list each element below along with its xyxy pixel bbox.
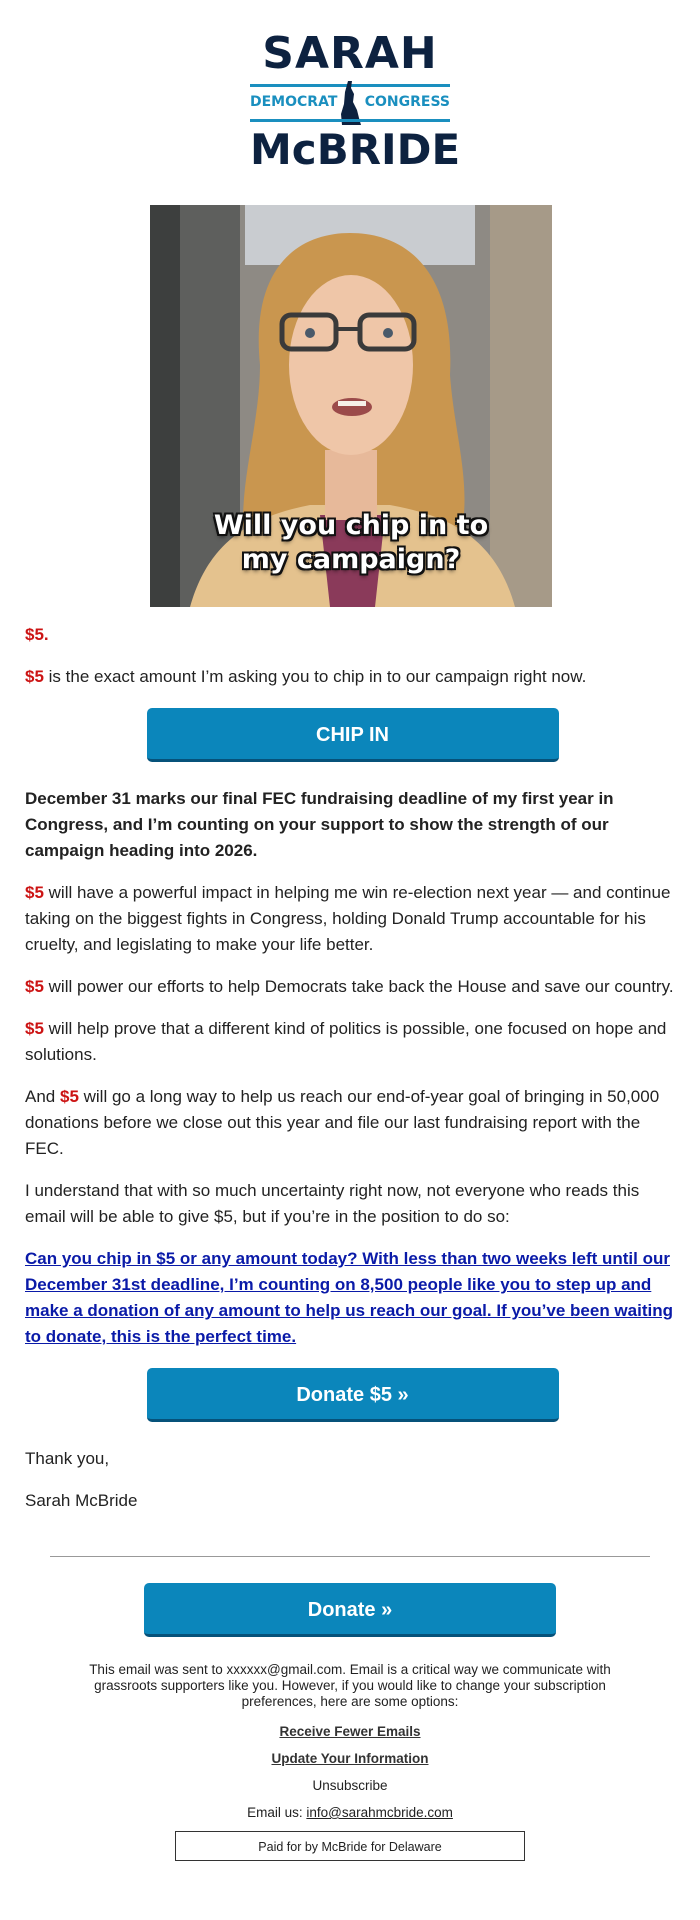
signature: Sarah McBride (25, 1491, 138, 1510)
paragraph-exact-amount: $5 is the exact amount I’m asking you to chip in to our campaign right now. (25, 667, 587, 686)
paid-for-disclaimer: Paid for by McBride for Delaware (175, 1831, 525, 1861)
paragraph-understand: I understand that with so much uncertainty right now, not everyone who reads this email will be able to give $5, but if you’re in the position to do so: (25, 1181, 640, 1226)
donate-button[interactable]: Donate » (144, 1583, 556, 1637)
logo-first-name: SARAH (262, 28, 438, 79)
video-caption: Will you chip in to my campaign? (213, 510, 489, 575)
paragraph-power: $5 will power our efforts to help Democrats take back the House and save our country. (25, 977, 674, 996)
logo-tag-congress: CONGRESS (364, 94, 450, 110)
receive-fewer-emails-link[interactable]: Receive Fewer Emails (279, 1724, 421, 1739)
chip-in-button[interactable]: CHIP IN (147, 708, 559, 762)
email-body (25, 622, 680, 1530)
update-information-link[interactable]: Update Your Information (271, 1751, 429, 1766)
logo-last-name: McBRIDE (250, 125, 461, 174)
contact-email-link[interactable]: info@sarahmcbride.com (306, 1805, 453, 1820)
closing-thanks: Thank you, (25, 1449, 110, 1468)
paragraph-impact: $5 will have a powerful impact in helping me win re-election next year — and continue taking on the biggest fights in Congress, holding Donald Trump accountable for his cruelty, and legislating to make your life better. (25, 883, 671, 954)
donate-5-button[interactable]: Donate $5 » (147, 1368, 559, 1422)
divider (50, 1556, 650, 1557)
ask-donate-link[interactable]: Can you chip in $5 or any amount today? With less than two weeks left until our December 31st deadline, I’m counting on 8,500 people like you to step up and make a donation of any amount to help us reach our goal. If you’ve been waiting to donate, this is the perfect time. (25, 1249, 673, 1346)
campaign-logo (250, 28, 461, 174)
logo-tagline (250, 78, 450, 128)
unsubscribe-link[interactable]: Unsubscribe (312, 1778, 388, 1793)
hero-video-image[interactable] (150, 205, 552, 607)
paragraph-deadline: December 31 marks our final FEC fundraising deadline of my first year in Congress, and I’m counting on your support to show the strength of our campaign heading into 2026. (25, 789, 614, 860)
logo-tag-democrat: DEMOCRAT (250, 94, 338, 110)
paragraph-prove: $5 will help prove that a different kind of politics is possible, one focused on hope and solutions. (25, 1019, 667, 1064)
footer-notice: This email was sent to xxxxxx@gmail.com. Email is a critical way we communicate with grassroots supporters like you. However, if you would like to change your subscription preferences, here are some options: (89, 1662, 611, 1709)
contact-email: Email us: info@sarahmcbride.com (247, 1805, 453, 1820)
paragraph-goal: And $5 will go a long way to help us reach our end-of-year goal of bringing in 50,000 donations before we close out this year and file our last fundraising report with the FEC. (25, 1087, 660, 1158)
email-footer (0, 1662, 700, 1861)
opening-amount: $5. (25, 625, 49, 644)
